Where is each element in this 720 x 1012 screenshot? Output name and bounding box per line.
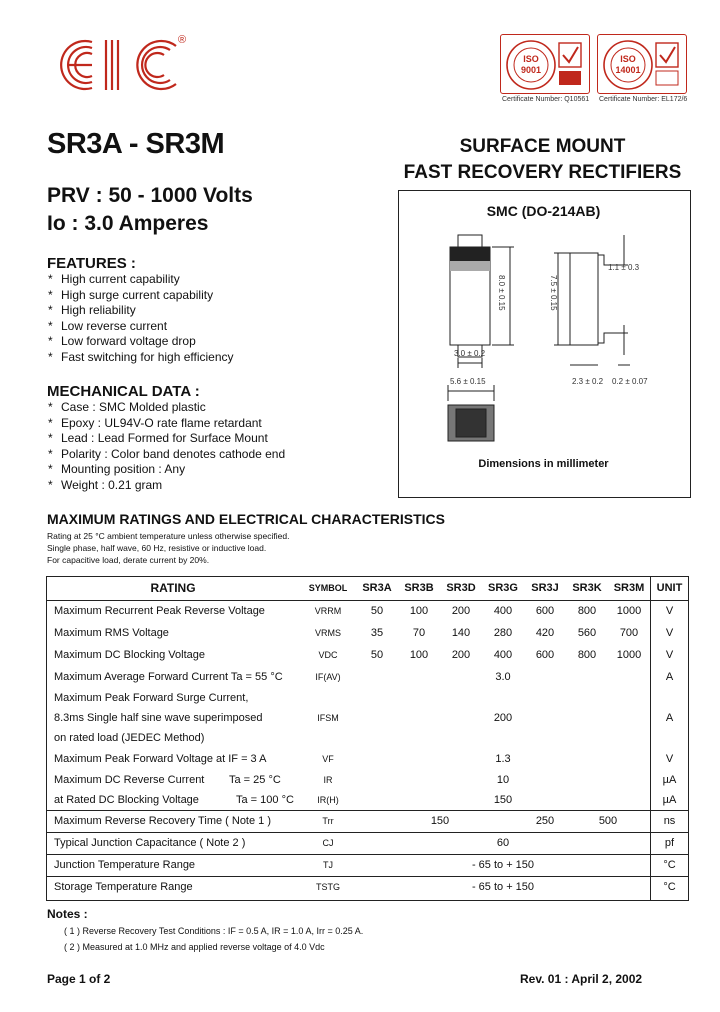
dim-lead-clearance: 0.2 ± 0.07	[612, 377, 648, 386]
package-title: SMC (DO-214AB)	[486, 203, 601, 219]
col-sr3k: SR3K	[572, 582, 602, 594]
list-item: * High reliability	[48, 303, 136, 318]
col-sr3b: SR3B	[404, 582, 434, 594]
dim-body-length: 8.0 ± 0.15	[497, 275, 506, 311]
svg-text:9001: 9001	[520, 65, 542, 75]
package-drawing	[398, 225, 689, 455]
iso9001-badge	[500, 34, 590, 94]
table-row: Maximum RMS Voltage VRMS 35 70 140 280 420 560 700 V	[54, 627, 674, 639]
prv-rating: PRV : 50 - 1000 Volts	[47, 184, 253, 207]
col-symbol: SYMBOL	[308, 583, 348, 593]
io-rating: Io : 3.0 Amperes	[47, 212, 209, 235]
list-item: * Weight : 0.21 gram	[48, 477, 163, 492]
iso14001-badge	[597, 34, 687, 94]
product-title-line2: FAST RECOVERY RECTIFIERS	[403, 162, 682, 183]
notes-heading: Notes :	[47, 907, 88, 921]
table-row: Maximum Recurrent Peak Reverse Voltage VRRM 50 100 200 400 600 800 1000 V	[54, 605, 674, 617]
dim-lead-thickness: 1.1 ± 0.3	[608, 263, 640, 272]
list-item: * Case : SMC Molded plastic	[48, 400, 206, 414]
table-divider	[46, 832, 689, 833]
table-row: Typical Junction Capacitance ( Note 2 ) CJ 60 pf	[54, 837, 675, 849]
col-sr3j: SR3J	[531, 582, 559, 594]
part-number-range: SR3A - SR3M	[47, 128, 225, 160]
revision-date: Rev. 01 : April 2, 2002	[520, 972, 643, 986]
list-item: * Fast switching for high efficiency	[48, 349, 234, 364]
list-item: * High surge current capability	[48, 287, 214, 302]
col-sr3d: SR3D	[446, 582, 476, 594]
note-2: ( 2 ) Measured at 1.0 MHz and applied reverse voltage of 4.0 Vdc	[64, 942, 325, 952]
product-title-line1: SURFACE MOUNT	[459, 136, 626, 157]
features-list	[48, 272, 234, 366]
col-unit: UNIT	[656, 582, 683, 594]
list-item: * Epoxy : UL94V-O rate flame retardant	[48, 415, 262, 430]
list-item: * Low forward voltage drop	[48, 334, 196, 349]
features-heading: FEATURES :	[47, 255, 136, 272]
col-sr3a: SR3A	[362, 582, 392, 594]
registered-mark: ®	[178, 34, 187, 46]
note-1: ( 1 ) Reverse Recovery Test Conditions : IF = 0.5 A, IR = 1.0 A, Irr = 0.25 A.	[64, 926, 364, 936]
table-header-row	[46, 576, 689, 600]
table-row: Maximum Peak Forward Surge Current,	[54, 692, 249, 704]
svg-text:ISO: ISO	[620, 54, 636, 64]
cert1-caption: Certificate Number: Q10561	[502, 96, 590, 103]
table-divider	[46, 600, 689, 601]
ratings-table	[46, 576, 689, 898]
svg-text:EIC: EIC	[122, 96, 124, 97]
dim-height: 2.3 ± 0.2	[572, 377, 604, 386]
table-row: Junction Temperature Range TJ - 65 to + 150 °C	[54, 859, 676, 871]
dim-lead-width: 3.0 ± 0.2	[454, 349, 486, 358]
table-row: on rated load (JEDEC Method)	[54, 732, 205, 744]
table-row: Maximum DC Blocking Voltage VDC 50 100 200 400 600 800 1000 V	[54, 649, 674, 661]
ratings-conditions: Rating at 25 °C ambient temperature unless otherwise specified. Single phase, half wave, 60 Hz, resistive or inductive load. For capacitive load, derate current by 20%.	[47, 531, 290, 565]
list-item: * Polarity : Color band denotes cathode end	[48, 446, 286, 461]
dim-body-width: 5.6 ± 0.15	[450, 377, 486, 386]
table-row: at Rated DC Blocking Voltage Ta = 100 °C IR(H) 150 µA	[54, 794, 677, 806]
mechanical-list	[48, 400, 285, 494]
list-item: * Low reverse current	[48, 318, 168, 333]
ratings-heading: MAXIMUM RATINGS AND ELECTRICAL CHARACTERISTICS	[47, 511, 445, 527]
col-sr3m: SR3M	[613, 582, 645, 594]
eic-logo	[52, 34, 192, 96]
table-divider	[46, 876, 689, 877]
table-row: Storage Temperature Range TSTG - 65 to + 150 °C	[54, 881, 676, 893]
list-item: * Mounting position : Any	[48, 462, 186, 477]
svg-text:ISO: ISO	[523, 54, 539, 64]
dim-side-length: 7.5 ± 0.15	[549, 275, 558, 311]
svg-text:14001: 14001	[615, 65, 641, 75]
list-item: * High current capability	[48, 272, 180, 286]
table-divider	[650, 576, 651, 901]
table-row: Maximum Reverse Recovery Time ( Note 1 ) Trr 150 250 500 ns	[54, 815, 676, 827]
package-dimensions-caption: Dimensions in millimeter	[478, 458, 609, 470]
page-number: Page 1 of 2	[47, 972, 111, 986]
table-row: Maximum Average Forward Current Ta = 55 °C IF(AV) 3.0 A	[54, 671, 674, 683]
table-row: 8.3ms Single half sine wave superimposed IFSM 200 A	[54, 712, 674, 724]
table-row: Maximum DC Reverse Current Ta = 25 °C IR 10 µA	[54, 774, 677, 786]
table-row: Maximum Peak Forward Voltage at IF = 3 A VF 1.3 V	[54, 753, 674, 765]
table-divider	[46, 810, 689, 811]
cert2-caption: Certificate Number: EL172/6	[599, 96, 688, 103]
table-divider	[46, 854, 689, 855]
col-sr3g: SR3G	[488, 582, 518, 594]
col-rating: RATING	[150, 581, 196, 595]
mechanical-heading: MECHANICAL DATA :	[47, 383, 200, 400]
list-item: * Lead : Lead Formed for Surface Mount	[48, 431, 268, 446]
